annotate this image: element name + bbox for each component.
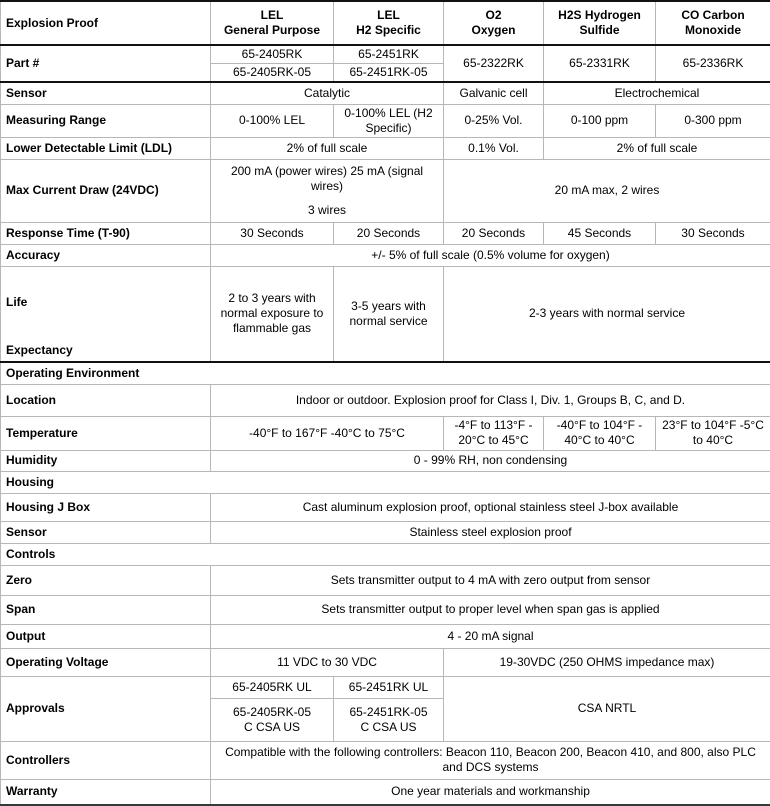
part-number-lel-h2-1: 65-2451RK xyxy=(334,45,444,64)
ldl-row xyxy=(1,137,770,159)
warranty-row xyxy=(1,779,770,805)
span-value: Sets transmitter output to proper level when span gas is applied xyxy=(211,595,770,624)
controls-section-label: Controls xyxy=(1,543,770,565)
zero-value: Sets transmitter output to 4 mA with zero output from sensor xyxy=(211,565,770,595)
life-expectancy-others: 2-3 years with normal service xyxy=(444,266,770,362)
ldl-label: Lower Detectable Limit (LDL) xyxy=(1,137,211,159)
col-header-line: O2 xyxy=(447,8,540,23)
col-header-h2s-hydrogen-sulfide xyxy=(544,1,656,45)
operating-voltage-label: Operating Voltage xyxy=(1,648,211,676)
part-number-lel-gp-2: 65-2405RK-05 xyxy=(211,64,334,83)
sensor-lel: Catalytic xyxy=(211,82,444,104)
output-label: Output xyxy=(1,624,211,648)
span-label: Span xyxy=(1,595,211,624)
response-time-lel-gp: 30 Seconds xyxy=(211,222,334,244)
span-row xyxy=(1,595,770,624)
part-number-row xyxy=(1,45,770,64)
col-header-line: H2S Hydrogen xyxy=(547,8,652,23)
operating-environment-section-label: Operating Environment xyxy=(1,362,770,384)
zero-label: Zero xyxy=(1,565,211,595)
col-header-lel-general-purpose xyxy=(211,1,334,45)
header-row xyxy=(1,1,770,45)
col-header-co-carbon-monoxide xyxy=(656,1,770,45)
col-header-o2-oxygen xyxy=(444,1,544,45)
approvals-lel-h2-1: 65-2451RK UL xyxy=(334,676,444,698)
controllers-value: Compatible with the following controllers: Beacon 110, Beacon 200, Beacon 410, and 800, also PLC and DCS systems xyxy=(211,741,770,779)
output-row xyxy=(1,624,770,648)
col-header-line: Monoxide xyxy=(659,23,767,38)
sensor-h2s-co: Electrochemical xyxy=(544,82,770,104)
corner-header: Explosion Proof xyxy=(1,1,211,45)
approvals-lel-h2-2-line2: C CSA US xyxy=(337,720,440,735)
approvals-lel-gp-2-line1: 65-2405RK-05 xyxy=(214,705,330,720)
response-time-o2: 20 Seconds xyxy=(444,222,544,244)
temperature-co: 23°F to 104°F -5°C to 40°C xyxy=(656,416,770,450)
sensor-o2: Galvanic cell xyxy=(444,82,544,104)
measuring-range-h2s: 0-100 ppm xyxy=(544,104,656,137)
response-time-row xyxy=(1,222,770,244)
life-expectancy-row xyxy=(1,266,770,362)
max-current-lel-line1: 200 mA (power wires) 25 mA (signal wires) xyxy=(214,164,440,194)
controls-section-row xyxy=(1,543,770,565)
sensor-row xyxy=(1,82,770,104)
max-current-row xyxy=(1,159,770,222)
housing-j-box-value: Cast aluminum explosion proof, optional stainless steel J-box available xyxy=(211,493,770,521)
controllers-label: Controllers xyxy=(1,741,211,779)
approvals-label: Approvals xyxy=(1,676,211,741)
housing-sensor-value: Stainless steel explosion proof xyxy=(211,521,770,543)
humidity-row xyxy=(1,450,770,471)
col-header-line: Sulfide xyxy=(547,23,652,38)
approvals-lel-gp-1: 65-2405RK UL xyxy=(211,676,334,698)
housing-section-label: Housing xyxy=(1,471,770,493)
humidity-value: 0 - 99% RH, non condensing xyxy=(211,450,770,471)
sensor-label: Sensor xyxy=(1,82,211,104)
approvals-lel-h2-2-line1: 65-2451RK-05 xyxy=(337,705,440,720)
ldl-h2s-co: 2% of full scale xyxy=(544,137,770,159)
response-time-lel-h2: 20 Seconds xyxy=(334,222,444,244)
temperature-row xyxy=(1,416,770,450)
response-time-h2s: 45 Seconds xyxy=(544,222,656,244)
location-value: Indoor or outdoor. Explosion proof for Class I, Div. 1, Groups B, C, and D. xyxy=(211,384,770,416)
approvals-others: CSA NRTL xyxy=(444,676,770,741)
controllers-row xyxy=(1,741,770,779)
housing-j-box-row xyxy=(1,493,770,521)
response-time-label: Response Time (T-90) xyxy=(1,222,211,244)
temperature-o2: -4°F to 113°F - 20°C to 45°C xyxy=(444,416,544,450)
measuring-range-co: 0-300 ppm xyxy=(656,104,770,137)
accuracy-label: Accuracy xyxy=(1,244,211,266)
operating-environment-section-row xyxy=(1,362,770,384)
max-current-others: 20 mA max, 2 wires xyxy=(444,159,770,222)
col-header-line: LEL xyxy=(214,8,330,23)
col-header-line: LEL xyxy=(337,8,440,23)
measuring-range-o2: 0-25% Vol. xyxy=(444,104,544,137)
approvals-lel-gp-2 xyxy=(211,698,334,741)
location-label: Location xyxy=(1,384,211,416)
ldl-lel: 2% of full scale xyxy=(211,137,444,159)
accuracy-row xyxy=(1,244,770,266)
part-number-o2: 65-2322RK xyxy=(444,45,544,82)
operating-voltage-row xyxy=(1,648,770,676)
part-number-h2s: 65-2331RK xyxy=(544,45,656,82)
temperature-h2s: -40°F to 104°F - 40°C to 40°C xyxy=(544,416,656,450)
response-time-co: 30 Seconds xyxy=(656,222,770,244)
warranty-value: One year materials and workmanship xyxy=(211,779,770,805)
measuring-range-label: Measuring Range xyxy=(1,104,211,137)
humidity-label: Humidity xyxy=(1,450,211,471)
approvals-lel-h2-2 xyxy=(334,698,444,741)
life-expectancy-lel-h2: 3-5 years with normal service xyxy=(334,266,444,362)
housing-sensor-label: Sensor xyxy=(1,521,211,543)
part-number-lel-h2-2: 65-2451RK-05 xyxy=(334,64,444,83)
col-header-line: H2 Specific xyxy=(337,23,440,38)
life-expectancy-label-line2: Expectancy xyxy=(6,343,207,358)
zero-row xyxy=(1,565,770,595)
ldl-o2: 0.1% Vol. xyxy=(444,137,544,159)
measuring-range-lel-h2: 0-100% LEL (H2 Specific) xyxy=(334,104,444,137)
housing-sensor-row xyxy=(1,521,770,543)
approvals-lel-gp-2-line2: C CSA US xyxy=(214,720,330,735)
col-header-lel-h2-specific xyxy=(334,1,444,45)
col-header-line: Oxygen xyxy=(447,23,540,38)
housing-j-box-label: Housing J Box xyxy=(1,493,211,521)
measuring-range-lel-gp: 0-100% LEL xyxy=(211,104,334,137)
temperature-lel: -40°F to 167°F -40°C to 75°C xyxy=(211,416,444,450)
part-number-lel-gp-1: 65-2405RK xyxy=(211,45,334,64)
max-current-label: Max Current Draw (24VDC) xyxy=(1,159,211,222)
life-expectancy-lel-gp: 2 to 3 years with normal exposure to flammable gas xyxy=(211,266,334,362)
col-header-line: CO Carbon xyxy=(659,8,767,23)
operating-voltage-others: 19-30VDC (250 OHMS impedance max) xyxy=(444,648,770,676)
col-header-line: General Purpose xyxy=(214,23,330,38)
measuring-range-row xyxy=(1,104,770,137)
output-value: 4 - 20 mA signal xyxy=(211,624,770,648)
housing-section-row xyxy=(1,471,770,493)
temperature-label: Temperature xyxy=(1,416,211,450)
part-number-co: 65-2336RK xyxy=(656,45,770,82)
accuracy-value: +/- 5% of full scale (0.5% volume for oxygen) xyxy=(211,244,770,266)
part-number-label: Part # xyxy=(1,45,211,82)
location-row xyxy=(1,384,770,416)
max-current-lel-line2: 3 wires xyxy=(214,203,440,218)
approvals-row xyxy=(1,676,770,698)
max-current-lel xyxy=(211,159,444,222)
life-expectancy-label-line1: Life xyxy=(6,295,207,310)
operating-voltage-lel: 11 VDC to 30 VDC xyxy=(211,648,444,676)
life-expectancy-label xyxy=(1,266,211,362)
warranty-label: Warranty xyxy=(1,779,211,805)
